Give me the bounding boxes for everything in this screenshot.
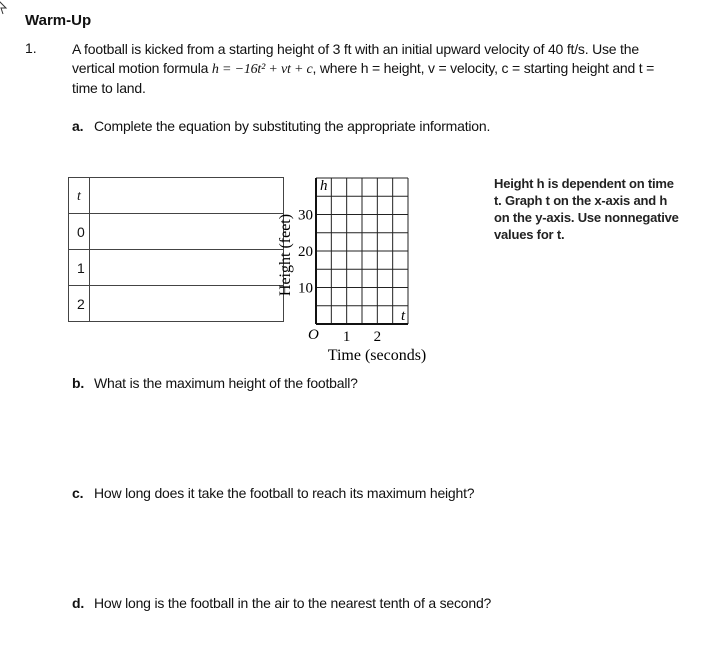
question-b xyxy=(72,375,358,391)
question-text: What is the maximum height of the football? xyxy=(94,375,358,391)
x-axis-label: Time (seconds) xyxy=(327,347,427,364)
question-letter: d. xyxy=(72,595,85,611)
y-axis-label: Height (feet) xyxy=(277,213,294,297)
question-letter: c. xyxy=(72,485,84,501)
y-tick-label: 20 xyxy=(298,244,313,260)
question-letter: b. xyxy=(72,375,85,391)
table-header-cell xyxy=(69,178,90,214)
t-value-cell: 1 xyxy=(69,250,90,286)
table-row xyxy=(69,178,284,214)
value-table xyxy=(68,177,284,322)
table-header: t xyxy=(77,188,81,204)
y-tick-label: 30 xyxy=(298,207,313,224)
t-value-cell: 2 xyxy=(69,286,90,322)
answer-cell[interactable] xyxy=(90,178,284,214)
x-tick-label: 1 xyxy=(342,329,351,345)
answer-cell[interactable] xyxy=(90,250,284,286)
graph-grid[interactable] xyxy=(277,165,490,375)
question-text: How long does it take the football to reach its maximum height? xyxy=(94,485,475,501)
x-tick-label: 2 xyxy=(373,329,382,345)
question-text: How long is the football in the air to the nearest tenth of a second? xyxy=(94,595,492,611)
y-axis-variable: h xyxy=(320,178,328,194)
question-d xyxy=(72,595,491,611)
formula: h = −16t² + vt + c xyxy=(211,62,313,77)
answer-cell[interactable] xyxy=(90,286,284,322)
table-row xyxy=(69,250,284,286)
question-a xyxy=(72,118,490,134)
mouse-cursor-icon xyxy=(0,0,8,16)
graph-note: Height h is dependent on time t. Graph t on the x-axis and h on the y-axis. Use nonnegative values for t. xyxy=(494,176,679,242)
table-row xyxy=(69,286,284,322)
question-text: Complete the equation by substituting the appropriate information. xyxy=(94,118,491,134)
answer-cell[interactable] xyxy=(90,214,284,250)
table-row xyxy=(69,214,284,250)
problem-text-part2: , where h = height, v = velocity, c = starting height and t = time to land. xyxy=(72,60,655,96)
page-title: Warm-Up xyxy=(25,12,92,29)
x-axis-variable: t xyxy=(401,308,406,324)
y-tick-label: 10 xyxy=(298,280,313,297)
problem-text-part1: A football is kicked from a starting height of 3 ft with an initial upward velocity of 40 ft/s. Use the vertical motion formula xyxy=(72,41,639,76)
problem-text xyxy=(72,40,672,98)
problem-number: 1. xyxy=(25,40,37,56)
origin-label: O xyxy=(308,327,319,343)
question-letter: a. xyxy=(72,118,84,134)
t-value-cell: 0 xyxy=(69,214,90,250)
question-c xyxy=(72,485,474,501)
